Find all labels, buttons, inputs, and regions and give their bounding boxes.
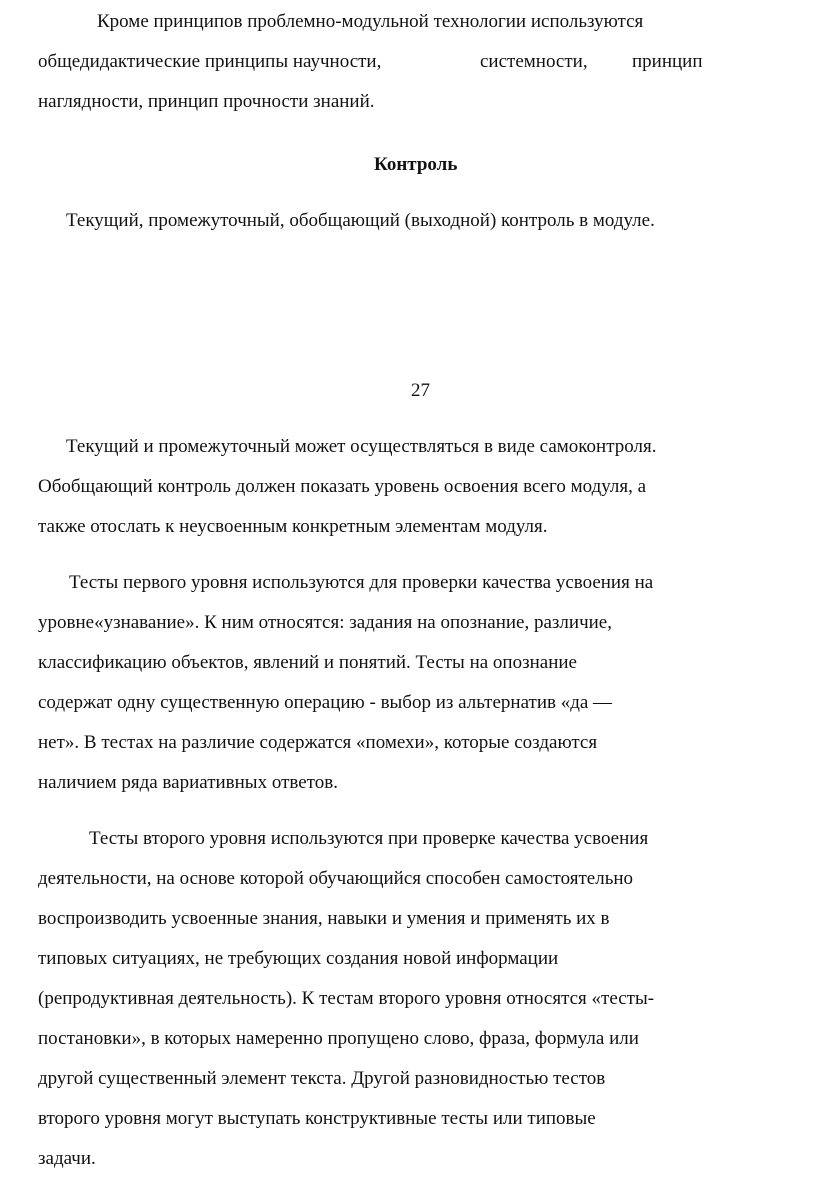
paragraph-line: общедидактические принципы научности, xyxy=(38,51,382,72)
paragraph-line: деятельности, на основе которой обучающийся способен самостоятельно xyxy=(38,868,634,889)
paragraph-line: уровне«узнавание». К ним относятся: задания на опознание, различие, xyxy=(38,612,612,633)
paragraph-line: (репродуктивная деятельность). К тестам второго уровня относятся «тесты- xyxy=(38,988,655,1009)
paragraph-line: второго уровня могут выступать конструктивные тесты или типовые xyxy=(38,1108,596,1129)
paragraph-line: постановки», в которых намеренно пропущено слово, фраза, формула или xyxy=(38,1028,639,1049)
section-title: Контроль xyxy=(374,154,458,175)
paragraph-line: типовых ситуациях, не требующих создания новой информации xyxy=(38,948,559,969)
paragraph-line: Кроме принципов проблемно-модульной технологии используются xyxy=(97,11,644,32)
paragraph-line: содержат одну существенную операцию - выбор из альтернатив «да — xyxy=(38,692,613,713)
section-text: Текущий, промежуточный, обобщающий (выходной) контроль в модуле. xyxy=(66,210,655,231)
paragraph-line: воспроизводить усвоенные знания, навыки и умения и применять их в xyxy=(38,908,610,929)
paragraph-line: наглядности, принцип прочности знаний. xyxy=(38,91,375,112)
paragraph-line: системности, xyxy=(480,51,588,72)
paragraph-line: Тесты второго уровня используются при проверке качества усвоения xyxy=(89,828,649,849)
paragraph-line: Обобщающий контроль должен показать уровень освоения всего модуля, а xyxy=(38,476,647,497)
paragraph-line: Тесты первого уровня используются для проверки качества усвоения на xyxy=(69,572,654,593)
paragraph-line: другой существенный элемент текста. Другой разновидностью тестов xyxy=(38,1068,606,1089)
paragraph-line: Текущий и промежуточный может осуществляться в виде самоконтроля. xyxy=(66,436,657,457)
paragraph-line: наличием ряда вариативных ответов. xyxy=(38,772,338,793)
paragraph-line: нет». В тестах на различие содержатся «помехи», которые создаются xyxy=(38,732,598,753)
paragraph-line: также отослать к неусвоенным конкретным элементам модуля. xyxy=(38,516,548,537)
paragraph-line: задачи. xyxy=(38,1148,96,1169)
paragraph-line: классификацию объектов, явлений и понятий. Тесты на опознание xyxy=(38,652,577,673)
paragraph-line: принцип xyxy=(632,51,703,72)
page-number: 27 xyxy=(411,380,430,401)
